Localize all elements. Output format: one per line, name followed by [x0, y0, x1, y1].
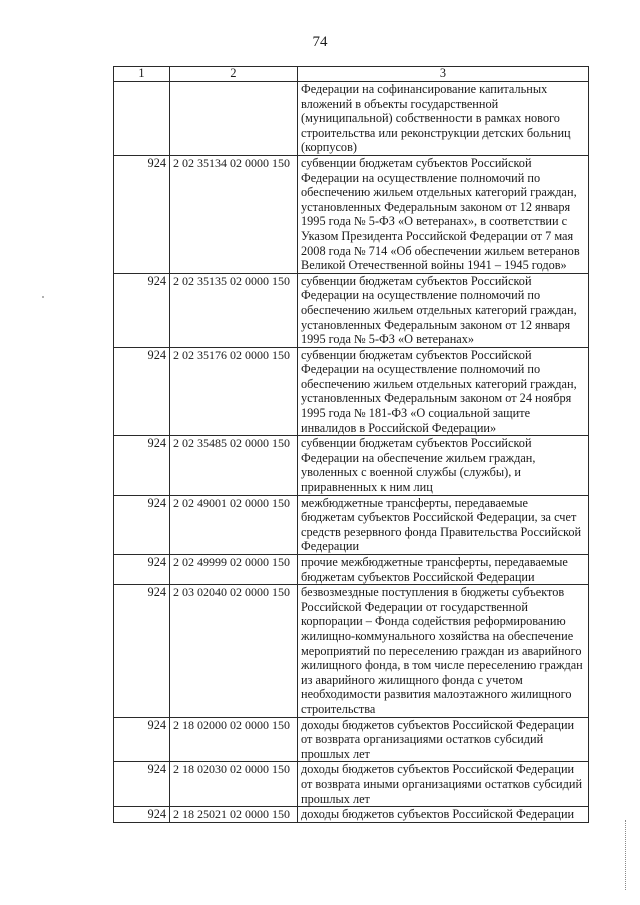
description-cell — [298, 585, 589, 717]
table-row — [114, 585, 589, 717]
description-cell — [298, 82, 589, 156]
table-row — [114, 807, 589, 823]
admin-code-cell: 924 — [114, 762, 170, 807]
description-cell — [298, 762, 589, 807]
description-line: Федерации на осуществление полномочий по — [301, 170, 541, 185]
description-cell — [298, 436, 589, 495]
description-line: установленных Федеральным законом от 24 ноября — [301, 391, 572, 406]
table-header-row — [114, 67, 589, 82]
description-line: жилищного фонда, в том числе переселению граждан — [301, 658, 583, 673]
description-line: субвенции бюджетам субъектов Российской — [301, 347, 532, 362]
budget-code-cell: 2 02 35135 02 0000 150 — [170, 273, 298, 347]
admin-code-cell: 924 — [114, 155, 170, 273]
description-line: 2008 года № 714 «Об обеспечении жильем ветеранов — [301, 243, 580, 258]
description-line: 1995 года № 5-ФЗ «О ветеранах», в соответствии с — [301, 214, 568, 229]
budget-code-cell: 2 02 35485 02 0000 150 — [170, 436, 298, 495]
admin-code-cell: 924 — [114, 347, 170, 436]
description-line: установленных Федеральным законом от 12 января — [301, 317, 571, 332]
description-line: средств резервного фонда Правительства Российской — [301, 524, 582, 539]
description-line: Указом Президента Российской Федерации от 7 мая — [301, 228, 574, 243]
description-cell — [298, 273, 589, 347]
table-row — [114, 495, 589, 554]
description-line: уволенных с военной службы (службы), и — [301, 465, 521, 480]
description-line: субвенции бюджетам субъектов Российской — [301, 273, 532, 288]
table-row — [114, 762, 589, 807]
column-header-3: 3 — [298, 67, 589, 82]
margin-scan-mark — [625, 820, 632, 890]
description-line: из аварийного жилищного фонда с учетом — [301, 672, 523, 687]
budget-code-cell: 2 03 02040 02 0000 150 — [170, 585, 298, 717]
budget-code-cell: 2 02 49001 02 0000 150 — [170, 495, 298, 554]
description-line: Федерации на софинансирование капитальных — [301, 82, 548, 96]
budget-code-cell: 2 02 35134 02 0000 150 — [170, 155, 298, 273]
description-line: Федерации на осуществление полномочий по — [301, 288, 541, 303]
description-line: обеспечению жильем отдельных категорий граждан, — [301, 302, 577, 317]
description-line: Федерации на обеспечение жильем граждан, — [301, 450, 536, 465]
description-cell — [298, 807, 589, 823]
description-line: доходы бюджетов субъектов Российской Федерации — [301, 717, 575, 732]
description-cell — [298, 155, 589, 273]
description-line: бюджетам субъектов Российской Федерации, за счет — [301, 510, 577, 525]
description-line: строительства или реконструкции детских больниц — [301, 125, 571, 140]
description-line: (муниципальной) собственности в рамках нового — [301, 111, 560, 126]
admin-code-cell — [114, 82, 170, 156]
description-cell — [298, 555, 589, 585]
description-line: Федерации — [301, 539, 360, 554]
description-line: бюджетам субъектов Российской Федерации — [301, 569, 535, 584]
description-line: необходимости развития малоэтажного жилищного — [301, 687, 572, 702]
description-line: вложений в объекты государственной — [301, 96, 499, 111]
description-line: от возврата организациями остатков субсидий — [301, 732, 544, 747]
description-line: 1995 года № 181-ФЗ «О социальной защите — [301, 406, 531, 421]
budget-code-cell: 2 18 02000 02 0000 150 — [170, 717, 298, 762]
admin-code-cell: 924 — [114, 495, 170, 554]
description-line: безвозмездные поступления в бюджеты субъектов — [301, 585, 565, 600]
admin-code-cell: 924 — [114, 273, 170, 347]
description-cell — [298, 717, 589, 762]
description-line: доходы бюджетов субъектов Российской Федерации — [301, 762, 575, 777]
admin-code-cell: 924 — [114, 807, 170, 823]
admin-code-cell: 924 — [114, 436, 170, 495]
table-row — [114, 436, 589, 495]
description-line: мероприятий по переселению граждан из аварийного — [301, 643, 582, 658]
description-line: прочие межбюджетные трансферты, передаваемые — [301, 555, 568, 569]
table-body — [114, 82, 589, 823]
table-row — [114, 82, 589, 156]
description-line: обеспечению жильем отдельных категорий граждан, — [301, 376, 577, 391]
description-line: 1995 года № 5-ФЗ «О ветеранах» — [301, 332, 475, 347]
table-row — [114, 717, 589, 762]
description-line: субвенции бюджетам субъектов Российской — [301, 436, 532, 451]
table-row — [114, 273, 589, 347]
description-line: жилищно-коммунального хозяйства на обеспечение — [301, 628, 574, 643]
budget-code-cell: 2 18 25021 02 0000 150 — [170, 807, 298, 823]
revenue-code-table — [113, 66, 589, 823]
description-cell — [298, 495, 589, 554]
admin-code-cell: 924 — [114, 555, 170, 585]
description-line: строительства — [301, 701, 376, 716]
description-cell — [298, 347, 589, 436]
admin-code-cell: 924 — [114, 585, 170, 717]
description-line: субвенции бюджетам субъектов Российской — [301, 155, 532, 170]
description-line: приравненных к ним лиц — [301, 480, 433, 495]
description-line: обеспечению жильем отдельных категорий граждан, — [301, 185, 577, 200]
table-row — [114, 347, 589, 436]
page-number: 74 — [312, 34, 328, 50]
table-row — [114, 155, 589, 273]
description-line: прошлых лет — [301, 791, 370, 806]
description-line: доходы бюджетов субъектов Российской Федерации — [301, 807, 575, 822]
column-header-2: 2 — [170, 67, 298, 82]
budget-code-cell — [170, 82, 298, 156]
description-line: установленных Федеральным законом от 12 января — [301, 199, 571, 214]
description-line: Федерации на осуществление полномочий по — [301, 362, 541, 377]
budget-code-cell: 2 02 35176 02 0000 150 — [170, 347, 298, 436]
scan-dot — [42, 296, 44, 298]
description-line: межбюджетные трансферты, передаваемые — [301, 495, 528, 510]
budget-code-cell: 2 02 49999 02 0000 150 — [170, 555, 298, 585]
description-line: Российской Федерации от государственной — [301, 599, 528, 614]
table-row — [114, 555, 589, 585]
column-header-1: 1 — [114, 67, 170, 82]
description-line: инвалидов в Российской Федерации» — [301, 420, 497, 435]
description-line: (корпусов) — [301, 140, 357, 155]
admin-code-cell: 924 — [114, 717, 170, 762]
description-line: от возврата иными организациями остатков субсидий — [301, 776, 583, 791]
description-line: Великой Отечественной войны 1941 – 1945 годов» — [301, 258, 567, 273]
description-line: прошлых лет — [301, 746, 370, 761]
description-line: корпорации – Фонда содействия реформированию — [301, 614, 566, 629]
budget-code-cell: 2 18 02030 02 0000 150 — [170, 762, 298, 807]
